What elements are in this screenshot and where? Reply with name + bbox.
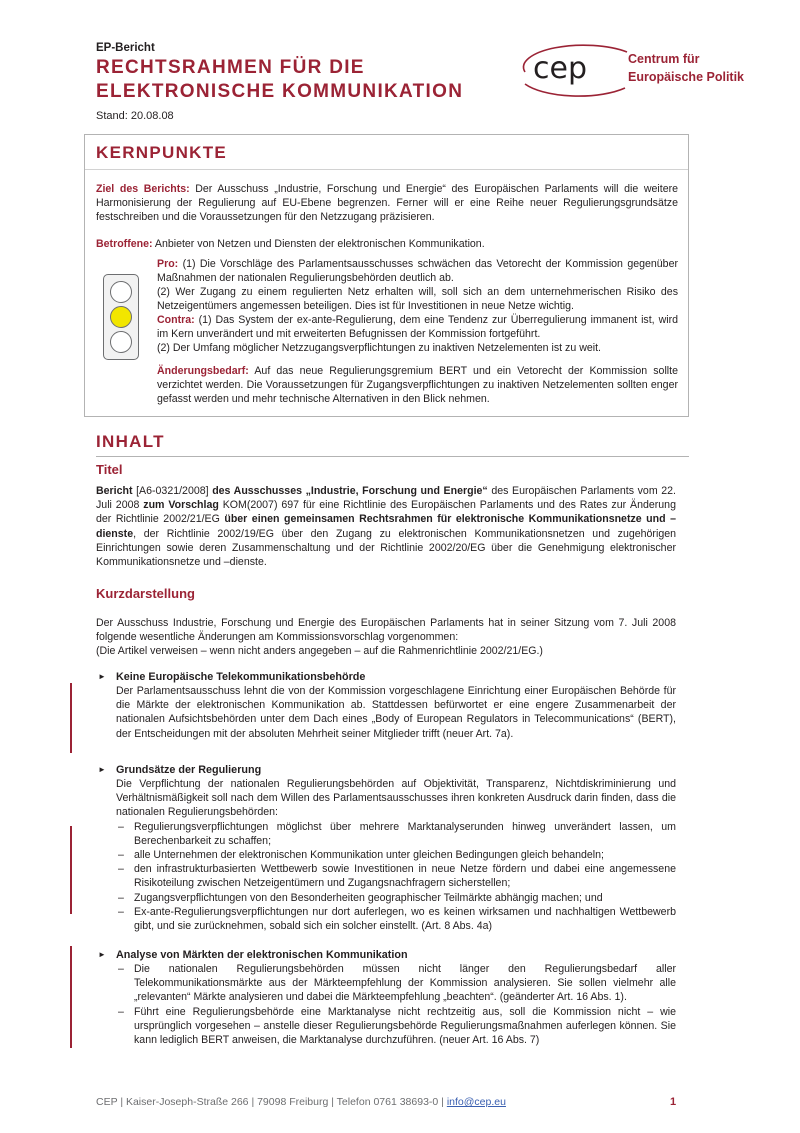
page-footer xyxy=(96,1096,506,1108)
title-text-number: [A6-0321/2008] xyxy=(132,485,213,497)
triangle-bullet-icon: ► xyxy=(98,765,106,774)
traffic-light-middle-lamp xyxy=(110,306,132,328)
summary-section-heading: Kurzdarstellung xyxy=(96,586,195,601)
contents-heading: INHALT xyxy=(96,432,165,451)
summary-intro-text: Der Ausschuss Industrie, Forschung und Energie des Europäischen Parlaments hat in seiner Sitzung vom 7. Juli 2008 folgende wesentliche Änderungen am Kommissionsvorschlag vorgenommen: xyxy=(96,617,676,644)
list-item xyxy=(96,763,676,933)
affected-label: Betroffene: xyxy=(96,238,153,250)
title-text-directive: KOM(2007) 697 für eine Richtlinie des Europäischen Parlaments und des Rates zur Änderung der Richtlinie 2002/21/EG xyxy=(96,499,676,526)
title-paragraph xyxy=(96,484,676,569)
list-item xyxy=(96,670,676,741)
logo-mark: cep xyxy=(533,51,587,86)
dash-item: – den infrastrukturbasierten Wettbewerb sowie Investitionen in neue Netze fördern und dabei eine angemessene Risikoteilung zwischen Netzeigentümern und Zugangsnachfragern sicherstellen; xyxy=(118,863,676,890)
contra-point-1 xyxy=(157,313,678,341)
key-points-divider xyxy=(85,169,688,170)
list-item-body: Der Parlamentsausschuss lehnt die von der Kommission vorgeschlagene Einrichtung einer Europäischen Behörde für die Märkte der elektronischen Kommunikation ab. Stattdessen befürwortet er eine engere Zusammenarbeit der nationalen Aufsichtsbehörden unter dem Dach eines „Body of European Regulators in Telecommunications“ (BERT), der Entscheidungen mit der absoluten Mehrheit seiner Mitglieder trifft (neuer Art. 7a). xyxy=(116,685,676,740)
list-item-heading: ► Analyse von Märkten der elektronischen Kommunikation xyxy=(98,949,408,961)
dash-item: – Zugangsverpflichtungen von den Besonderheiten geographischer Teilmärkte abhängig machen; und xyxy=(118,891,603,904)
pro-point-2: (2) Wer Zugang zu einem regulierten Netz erhalten will, soll sich an dem unternehmerischen Risiko des Netzeigentümers angemessen beteiligen. Dies ist für Investitionen in neue Netze wichtig. xyxy=(157,286,678,312)
list-item-body: Die Verpflichtung der nationalen Regulierungsbehörden auf Objektivität, Transparenz, Nichtdiskriminierung und Verhältnismäßigkeit soll nach dem Willen des Parlamentsausschusses ihren konkreten Ausdruck darin finden, dass die nationalen Regulierungsbehörden: xyxy=(116,778,676,819)
traffic-light-bottom-lamp xyxy=(110,331,132,353)
change-needed-label: Änderungsbedarf: xyxy=(157,365,249,377)
contra-point-2: (2) Der Umfang möglicher Netzzugangsverpflichtungen zu inaktiven Netzelementen ist zu weit. xyxy=(157,342,601,354)
goal-paragraph xyxy=(96,182,678,224)
list-item-heading: ► Grundsätze der Regulierung xyxy=(98,764,262,776)
contents-divider xyxy=(96,456,689,457)
key-points-box xyxy=(84,134,689,417)
footer-address: CEP | Kaiser-Joseph-Straße 266 | 79098 Freiburg | Telefon 0761 38693-0 | xyxy=(96,1096,447,1108)
title-text-date: des Europäischen Parlaments vom 22. Juli 2008 xyxy=(96,485,676,512)
dash-item: – alle Unternehmen der elektronischen Kommunikation unter gleichen Bedingungen gleich behandeln; xyxy=(118,849,604,862)
triangle-bullet-icon: ► xyxy=(98,672,106,681)
traffic-light-top-lamp xyxy=(110,281,132,303)
title-text-bericht: Bericht xyxy=(96,485,133,497)
traffic-light-icon xyxy=(103,274,139,360)
dash-item: – Ex-ante-Regulierungsverpflichtungen nur dort auferlegen, wo es keinen wirksamen und nachhaltigen Wettbewerb gibt, und sie zurücknehmen, sobald sich ein solcher einstellt. (Art. 8 Abs. 4a) xyxy=(118,905,676,933)
logo-name-line-2: Europäische Politik xyxy=(628,70,745,84)
footer-email-link[interactable]: info@cep.eu xyxy=(446,1096,506,1108)
dash-list xyxy=(96,820,676,934)
document-date: Stand: 20.08.08 xyxy=(96,110,174,122)
title-text-committee: des Ausschusses „Industrie, Forschung und Energie“ xyxy=(212,485,488,497)
affected-paragraph xyxy=(96,237,678,251)
title-line-2: ELEKTRONISCHE KOMMUNIKATION xyxy=(96,81,464,102)
change-needed-paragraph xyxy=(157,364,678,406)
dash-list xyxy=(96,962,676,1047)
summary-note: (Die Artikel verweisen – wenn nicht anders angegeben – auf die Rahmenrichtlinie 2002/21/EG.) xyxy=(96,645,543,658)
key-points-heading: KERNPUNKTE xyxy=(96,143,228,162)
dash-item: – Regulierungsverpflichtungen möglichst über mehrere Marktanalyserunden hinweg unverändert lassen, um Berechenbarkeit zu schaffen; xyxy=(118,820,676,847)
document-type: EP-Bericht xyxy=(96,42,155,54)
contra-text-1: (1) Das System der ex-ante-Regulierung, dem eine Tendenz zur Überregulierung immanent ist, wird im Kern unverändert und mit erweiterten Befugnissen der Kommission fortgeführt. xyxy=(157,314,678,340)
change-marker-bar xyxy=(70,683,72,753)
contra-label: Contra: xyxy=(157,314,195,326)
logo-name-line-1: Centrum für xyxy=(628,52,700,66)
pro-point-1 xyxy=(157,257,678,285)
change-marker-bar xyxy=(70,826,72,914)
title-line-1: RECHTSRAHMEN FÜR DIE xyxy=(96,57,365,78)
pro-text-1: (1) Die Vorschläge des Parlamentsausschusses schwächen das Vetorecht der Kommission gegenüber Maßnahmen der nationalen Regulierungsbehörden deutlich ab. xyxy=(157,258,678,284)
goal-text: Der Ausschuss „Industrie, Forschung und Energie“ des Europäischen Parlaments will die weitere Harmonisierung der Regulierung auf EU-Ebene begrenzen. Ferner will er eine Reihe neuer Regulierungsgrundsätze festschreiben und die Voraussetzungen für den Netzzugang präzisieren. xyxy=(96,183,679,223)
logo-organization-name xyxy=(628,50,744,86)
dash-item: – Die nationalen Regulierungsbehörden müssen nicht länger den Regulierungsbedarf aller Telekommunikationsmärkte aus der Märkteempfehlung der Kommission analysieren. Sie sollen vielmehr alle „relevanten“ Märkte analysieren und dabei die Märkteempfehlung „beachten“. (geänderter Art. 16 Abs. 1). xyxy=(118,963,676,1004)
affected-text: Anbieter von Netzen und Diensten der elektronischen Kommunikation. xyxy=(152,238,485,250)
title-section-heading: Titel xyxy=(96,462,123,477)
change-needed-text: Auf das neue Regulierungsgremium BERT und ein Vetorecht der Kommission sollte verzichtet werden. Die Voraussetzungen für Zugangsverpflichtungen zu inaktiven Netzelementen sollten enger gefasst werden und mehr technische Alternativen in den Blick nehmen. xyxy=(157,365,678,405)
page-number: 1 xyxy=(670,1096,677,1108)
list-item xyxy=(96,948,676,1047)
summary-intro xyxy=(96,616,676,659)
change-marker-bar xyxy=(70,946,72,1048)
pro-contra-paragraph xyxy=(157,257,678,355)
title-text-proposal: zum Vorschlag xyxy=(143,499,219,512)
triangle-bullet-icon: ► xyxy=(98,950,106,959)
pro-label: Pro: xyxy=(157,258,179,270)
title-text-framework: über einen gemeinsamen Rechtsrahmen für elektronische Kommunikationsnetze und –dienste xyxy=(96,513,676,540)
dash-item: – Führt eine Regulierungsbehörde eine Marktanalyse nicht rechtzeitig aus, soll die Kommission nicht – wie ursprünglich vorgesehen – anstelle dieser Regulierungsbehörde Regulierungsmaßnahmen auferlegen können. Sie kann lediglich BERT anweisen, die Marktanalyse durchzuführen. (neuer Art. 16 Abs. 7) xyxy=(118,1005,676,1047)
list-item-heading: ► Keine Europäische Telekommunikationsbehörde xyxy=(98,671,366,683)
goal-label: Ziel des Berichts: xyxy=(96,183,190,195)
title-text-rest: , der Richtlinie 2002/19/EG über den Zugang zu elektronischen Kommunikationsnetzen und zugehörigen Einrichtungen sowie deren Zusammenschaltung und der Richtlinie 2002/20/EG über die Genehmigung elektronischer Kommunikationsnetze und –dienste. xyxy=(96,527,676,569)
